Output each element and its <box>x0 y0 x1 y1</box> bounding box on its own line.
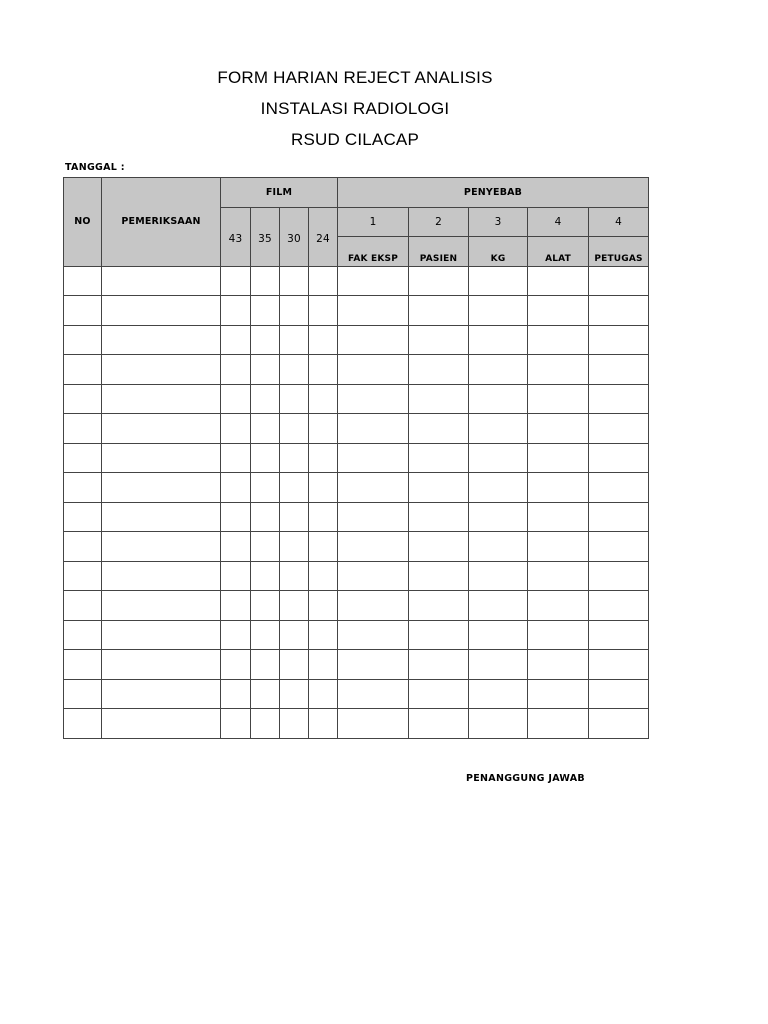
table-cell <box>221 620 251 650</box>
table-cell <box>251 620 280 650</box>
table-cell <box>338 473 409 503</box>
table-cell <box>64 650 102 680</box>
table-cell <box>221 325 251 355</box>
table-cell <box>280 266 309 296</box>
table-row <box>64 679 649 709</box>
table-cell <box>338 502 409 532</box>
table-cell <box>528 473 589 503</box>
table-row <box>64 709 649 739</box>
table-cell <box>409 266 469 296</box>
table-cell <box>589 443 649 473</box>
reject-analysis-table <box>63 177 649 739</box>
header-film-size: 43 <box>221 207 251 266</box>
table-cell <box>280 561 309 591</box>
table-cell <box>280 709 309 739</box>
table-cell <box>221 502 251 532</box>
header-cause-label: ALAT <box>528 237 589 267</box>
table-cell <box>251 443 280 473</box>
table-cell <box>338 325 409 355</box>
table-cell <box>64 296 102 326</box>
table-cell <box>469 679 528 709</box>
table-cell <box>528 414 589 444</box>
table-cell <box>251 591 280 621</box>
table-cell <box>280 591 309 621</box>
table-cell <box>469 532 528 562</box>
table-cell <box>528 296 589 326</box>
table-cell <box>102 325 221 355</box>
table-cell <box>589 384 649 414</box>
table-cell <box>251 709 280 739</box>
table-cell <box>102 384 221 414</box>
table-cell <box>309 709 338 739</box>
table-cell <box>589 620 649 650</box>
table-cell <box>102 414 221 444</box>
table-cell <box>528 384 589 414</box>
table-row <box>64 384 649 414</box>
table-cell <box>338 532 409 562</box>
table-cell <box>528 679 589 709</box>
table-cell <box>409 325 469 355</box>
table-row <box>64 591 649 621</box>
table-cell <box>221 443 251 473</box>
table-row <box>64 266 649 296</box>
table-cell <box>469 591 528 621</box>
table-cell <box>102 532 221 562</box>
title-line-instalasi: INSTALASI RADIOLOGI <box>260 99 450 118</box>
table-cell <box>309 591 338 621</box>
table-cell <box>309 443 338 473</box>
table-cell <box>409 650 469 680</box>
table-row <box>64 414 649 444</box>
header-cause-label: PETUGAS <box>589 237 649 267</box>
table-cell <box>409 591 469 621</box>
table-cell <box>469 650 528 680</box>
table-cell <box>309 414 338 444</box>
table-cell <box>102 473 221 503</box>
table-row <box>64 561 649 591</box>
header-cause-label: FAK EKSP <box>338 237 409 267</box>
table-cell <box>280 414 309 444</box>
table-cell <box>409 414 469 444</box>
table-cell <box>338 355 409 385</box>
table-cell <box>589 591 649 621</box>
table-cell <box>251 266 280 296</box>
table-cell <box>469 325 528 355</box>
table-cell <box>589 325 649 355</box>
table-row <box>64 620 649 650</box>
table-cell <box>528 561 589 591</box>
table-cell <box>309 325 338 355</box>
table-cell <box>221 591 251 621</box>
table-cell <box>528 502 589 532</box>
table-cell <box>64 502 102 532</box>
table-cell <box>338 384 409 414</box>
table-cell <box>251 325 280 355</box>
table-cell <box>528 709 589 739</box>
table-cell <box>528 532 589 562</box>
table-cell <box>102 591 221 621</box>
table-cell <box>251 296 280 326</box>
header-film-size: 24 <box>309 207 338 266</box>
table-cell <box>469 473 528 503</box>
table-cell <box>589 266 649 296</box>
table-cell <box>338 591 409 621</box>
header-cause-label: KG <box>469 237 528 267</box>
table-cell <box>589 561 649 591</box>
table-cell <box>251 532 280 562</box>
table-cell <box>469 266 528 296</box>
table-cell <box>528 355 589 385</box>
table-cell <box>589 473 649 503</box>
table-cell <box>221 355 251 385</box>
table-cell <box>64 591 102 621</box>
table-cell <box>338 709 409 739</box>
table-cell <box>102 443 221 473</box>
table-cell <box>409 561 469 591</box>
signature-label: PENANGGUNG JAWAB <box>466 773 585 784</box>
table-cell <box>469 384 528 414</box>
table-row <box>64 473 649 503</box>
table-cell <box>251 561 280 591</box>
table-cell <box>102 709 221 739</box>
table-cell <box>280 296 309 326</box>
table-cell <box>64 355 102 385</box>
table-cell <box>280 679 309 709</box>
header-cause-number: 1 <box>338 207 409 237</box>
table-cell <box>589 296 649 326</box>
table-cell <box>409 384 469 414</box>
table-row <box>64 443 649 473</box>
table-cell <box>64 414 102 444</box>
table-cell <box>469 414 528 444</box>
table-cell <box>102 620 221 650</box>
table-cell <box>221 532 251 562</box>
header-film: FILM <box>221 178 338 208</box>
table-cell <box>64 266 102 296</box>
table-cell <box>280 502 309 532</box>
table-cell <box>338 620 409 650</box>
table-cell <box>309 296 338 326</box>
header-penyebab: PENYEBAB <box>338 178 649 208</box>
table-cell <box>309 650 338 680</box>
table-cell <box>309 620 338 650</box>
table-cell <box>409 473 469 503</box>
table-cell <box>589 414 649 444</box>
table-cell <box>280 620 309 650</box>
table-cell <box>64 443 102 473</box>
table-cell <box>221 650 251 680</box>
header-no: NO <box>64 178 102 267</box>
table-cell <box>309 561 338 591</box>
table-cell <box>221 414 251 444</box>
table-cell <box>469 355 528 385</box>
table-cell <box>338 679 409 709</box>
table-cell <box>64 709 102 739</box>
table-cell <box>64 561 102 591</box>
table-cell <box>309 384 338 414</box>
table-cell <box>589 502 649 532</box>
header-cause-number: 2 <box>409 207 469 237</box>
table-cell <box>589 355 649 385</box>
table-cell <box>589 679 649 709</box>
table-cell <box>64 384 102 414</box>
table-cell <box>338 414 409 444</box>
table-cell <box>64 532 102 562</box>
table-cell <box>409 620 469 650</box>
table-cell <box>64 325 102 355</box>
table-cell <box>221 679 251 709</box>
table-cell <box>251 679 280 709</box>
table-cell <box>528 266 589 296</box>
table-cell <box>589 532 649 562</box>
date-label: TANGGAL : <box>65 162 125 173</box>
table-cell <box>409 532 469 562</box>
table-cell <box>309 355 338 385</box>
table-row <box>64 325 649 355</box>
table-cell <box>102 650 221 680</box>
table-cell <box>469 709 528 739</box>
table-cell <box>280 443 309 473</box>
table-cell <box>409 296 469 326</box>
table-cell <box>280 650 309 680</box>
table-cell <box>528 443 589 473</box>
table-cell <box>280 384 309 414</box>
table-cell <box>309 679 338 709</box>
table-cell <box>309 473 338 503</box>
table-cell <box>221 384 251 414</box>
table-cell <box>280 473 309 503</box>
table-cell <box>102 296 221 326</box>
table-cell <box>338 650 409 680</box>
table-cell <box>221 296 251 326</box>
header-cause-label: PASIEN <box>409 237 469 267</box>
table-cell <box>528 620 589 650</box>
table-cell <box>251 473 280 503</box>
table-cell <box>409 679 469 709</box>
header-cause-number: 4 <box>589 207 649 237</box>
table-cell <box>409 709 469 739</box>
table-cell <box>469 296 528 326</box>
table-row <box>64 650 649 680</box>
table-cell <box>338 561 409 591</box>
table-row <box>64 355 649 385</box>
table-cell <box>469 443 528 473</box>
table-cell <box>338 443 409 473</box>
table-cell <box>409 443 469 473</box>
table-row <box>64 532 649 562</box>
table-cell <box>309 502 338 532</box>
header-film-size: 30 <box>280 207 309 266</box>
table-cell <box>102 266 221 296</box>
header-cause-number: 4 <box>528 207 589 237</box>
title-line-form: FORM HARIAN REJECT ANALISIS <box>217 68 493 87</box>
table-cell <box>280 355 309 385</box>
table-cell <box>528 325 589 355</box>
table-row <box>64 296 649 326</box>
table-cell <box>309 532 338 562</box>
table-cell <box>409 355 469 385</box>
table-cell <box>338 266 409 296</box>
table-cell <box>251 502 280 532</box>
document-title <box>0 62 710 155</box>
table-cell <box>221 709 251 739</box>
table-cell <box>528 650 589 680</box>
table-cell <box>221 266 251 296</box>
table-cell <box>102 561 221 591</box>
table-cell <box>589 709 649 739</box>
table-cell <box>102 355 221 385</box>
table-cell <box>280 325 309 355</box>
table-row <box>64 502 649 532</box>
title-line-hospital: RSUD CILACAP <box>290 130 420 149</box>
table-cell <box>338 296 409 326</box>
table-cell <box>251 355 280 385</box>
table-cell <box>64 679 102 709</box>
table-body <box>64 266 649 738</box>
table-cell <box>102 502 221 532</box>
table-cell <box>589 650 649 680</box>
table-cell <box>469 620 528 650</box>
table-cell <box>221 561 251 591</box>
header-film-size: 35 <box>251 207 280 266</box>
table-cell <box>469 561 528 591</box>
table-cell <box>528 591 589 621</box>
table-cell <box>64 620 102 650</box>
table-cell <box>251 414 280 444</box>
table-cell <box>409 502 469 532</box>
table-cell <box>221 473 251 503</box>
table-cell <box>469 502 528 532</box>
table-cell <box>64 473 102 503</box>
header-cause-number: 3 <box>469 207 528 237</box>
table-cell <box>102 679 221 709</box>
table-cell <box>280 532 309 562</box>
table-cell <box>309 266 338 296</box>
table-cell <box>251 384 280 414</box>
header-pemeriksaan: PEMERIKSAAN <box>102 178 221 267</box>
table-cell <box>251 650 280 680</box>
